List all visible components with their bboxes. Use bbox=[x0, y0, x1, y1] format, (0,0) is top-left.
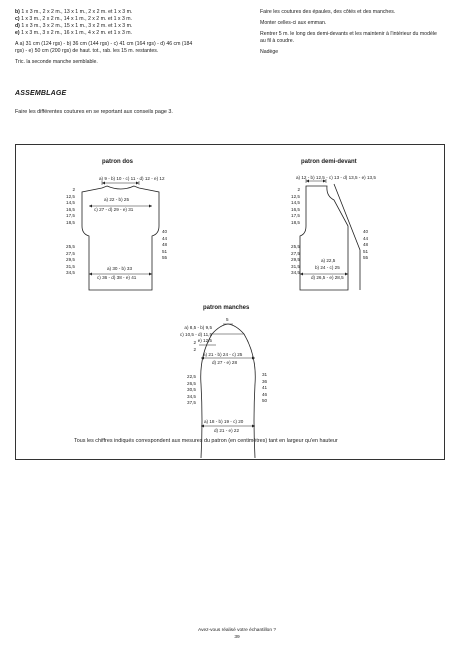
front-armhole-heights: 2 12,5 14,5 16,5 17,5 18,5 bbox=[291, 187, 300, 225]
back-pattern-title: patron dos bbox=[102, 159, 133, 165]
front-edge-paragraph-1: Rentrer 5 m. le long des demi-devants et les maintenir à l'intérieur du modèle bbox=[260, 31, 437, 37]
front-total-heights: 40 44 48 51 55 bbox=[363, 229, 369, 260]
page-number: 39 bbox=[234, 635, 240, 640]
front-pattern-title: patron demi-devant bbox=[301, 159, 357, 165]
sleeve-cap-widths: a) 8,5 - b) 9,5 c) 10,5 - d) 11,5 e) 12,5 bbox=[179, 325, 212, 343]
section-intro: Faire les différentes coutures en se reportant aux conseils page 3. bbox=[15, 109, 173, 115]
section-title: ASSEMBLAGE bbox=[15, 90, 67, 97]
height-measure-line-2: rgs) - e) 50 cm (200 rgs) de haut. tot., rab. les 15 m. restantes. bbox=[15, 48, 159, 54]
back-neck-width-label: a) 9 - b) 10 - c) 11 - d) 12 - e) 12 bbox=[99, 176, 165, 181]
back-shoulder-label-2: c) 27 - d) 29 - e) 31 bbox=[94, 207, 134, 212]
instruction-line: e) 1 x 3 m., 3 x 2 m., 16 x 1 m., 4 x 2 m. et 1 x 3 m. bbox=[15, 30, 133, 36]
back-width-label-2: c) 36 - d) 38 - e) 41 bbox=[97, 275, 137, 280]
author-signature: Nadège bbox=[260, 49, 279, 55]
back-total-heights: 40 44 48 51 55 bbox=[162, 229, 168, 260]
front-width-label-2: b) 24 - c) 25 bbox=[315, 265, 340, 270]
front-width-label-1: a) 22,5 bbox=[321, 258, 336, 263]
height-measure-line-1: A a) 31 cm (124 rgs) - b) 36 cm (144 rgs) - c) 41 cm (164 rgs) - d) 46 cm (184 bbox=[15, 41, 193, 47]
back-armhole-heights: 2 12,5 14,5 16,5 17,5 18,5 bbox=[66, 187, 75, 225]
sleeve-upper-width-label-2: d) 27 - e) 28 bbox=[212, 360, 238, 365]
instruction-line: c) 1 x 3 m., 2 x 2 m., 14 x 1 m., 2 x 2 m. et 1 x 3 m. bbox=[15, 16, 133, 22]
sleeve-cuff-width-label-2: d) 21 - e) 22 bbox=[214, 428, 240, 433]
sleeve-left-heights: 22,5 26,5 30,5 34,5 37,5 bbox=[187, 374, 196, 405]
sleeve-cap-small-heights: 2 2 bbox=[193, 340, 196, 352]
sleeve-cuff-width-label-1: a) 18 - b) 19 - c) 20 bbox=[204, 419, 244, 424]
footer-question: Avez-vous réalisé votre échantillon ? bbox=[197, 628, 277, 633]
back-body-heights: 25,5 27,5 29,5 31,5 34,5 bbox=[66, 244, 75, 275]
sleeve-upper-width-label-1: a) 21 - b) 24 - c) 25 bbox=[203, 352, 243, 357]
back-shoulder-label-1: a) 22 - b) 25 bbox=[104, 197, 130, 202]
front-edge-paragraph-2: au fil à coudre. bbox=[260, 38, 295, 44]
instruction-line: b) 1 x 3 m., 2 x 2 m., 13 x 1 m., 2 x 2 m. et 1 x 3 m. bbox=[15, 9, 133, 15]
instruction-line: d) 1 x 3 m., 3 x 2 m., 15 x 1 m., 3 x 2 m. et 1 x 3 m. bbox=[15, 23, 133, 29]
sleeve-total-heights: 31 36 41 46 50 bbox=[262, 372, 268, 403]
second-sleeve-note: Tric. la seconde manche semblable. bbox=[15, 59, 98, 65]
sleeve-pattern-title: patron manches bbox=[203, 305, 250, 311]
seams-paragraph: Faire les coutures des épaules, des côtés et des manches. bbox=[260, 9, 396, 15]
front-width-label-3: d) 26,5 - e) 28,5 bbox=[311, 275, 344, 280]
sleeve-top-width-label: 5 bbox=[226, 317, 229, 322]
patterns-caption: Tous les chiffres indiqués correspondent aux mesures du patron (en centimètres) tant en largeur qu'en hauteur bbox=[74, 438, 338, 444]
back-dimension-lines bbox=[89, 181, 152, 274]
back-width-label-1: a) 30 - b) 33 bbox=[107, 266, 133, 271]
sleeves-paragraph: Monter celles-ci aux emman. bbox=[260, 20, 327, 26]
front-body-heights: 25,5 27,5 29,5 31,5 34,5 bbox=[291, 244, 300, 275]
front-shoulder-label: a) 12 - b) 12,5 - c) 13 - d) 13,5 - e) 13,5 bbox=[296, 175, 376, 180]
